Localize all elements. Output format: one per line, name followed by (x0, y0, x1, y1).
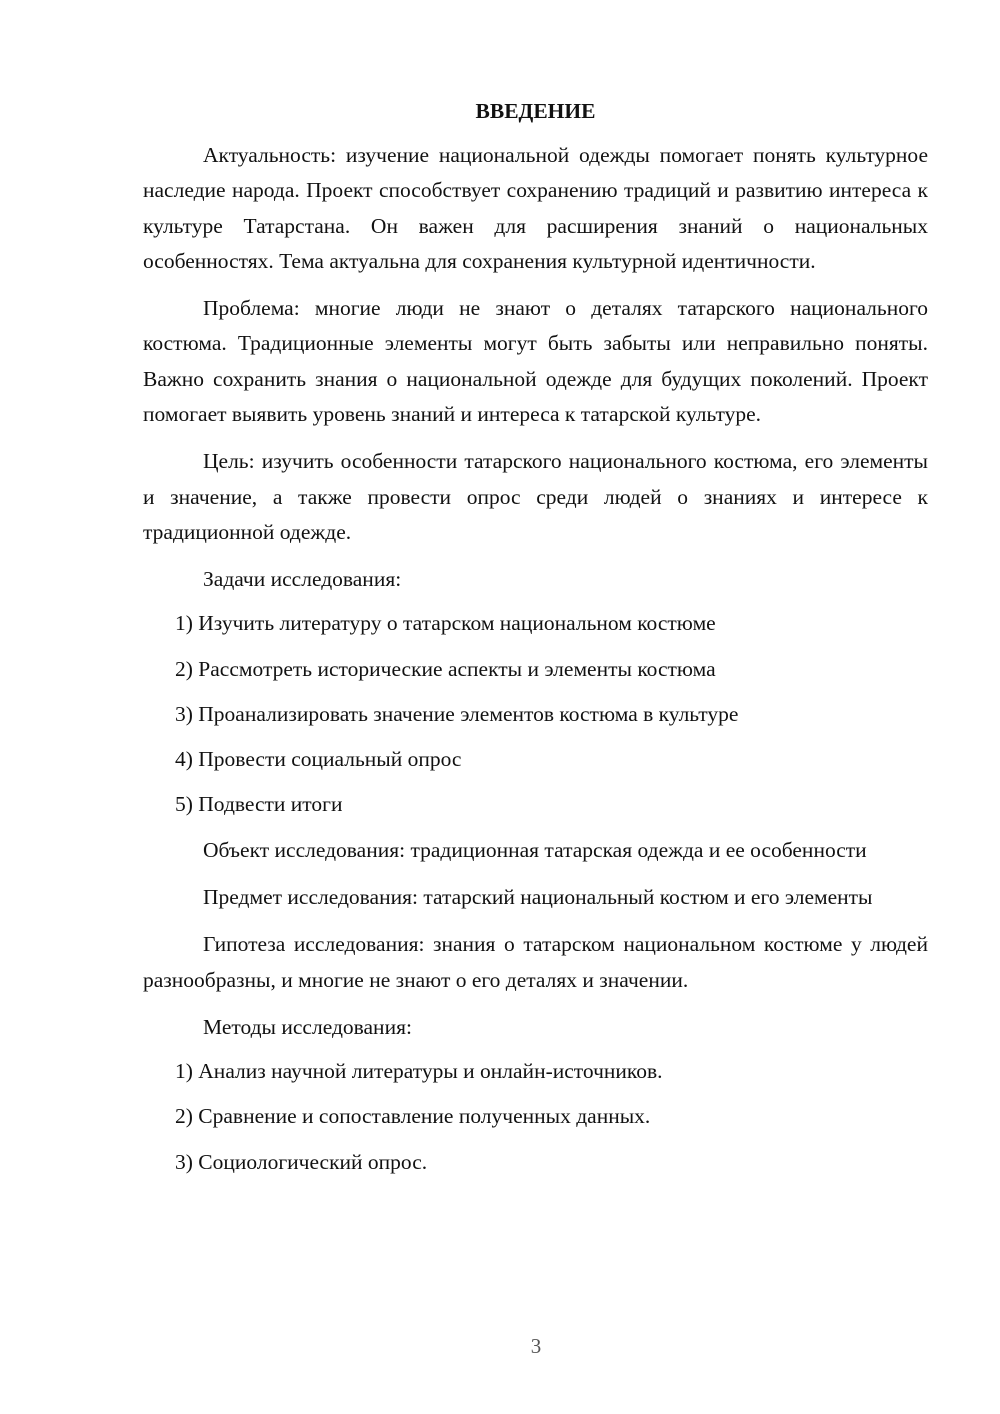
list-item: 1) Изучить литературу о татарском национальном костюме (175, 611, 716, 636)
list-item: 3) Проанализировать значение элементов костюма в культуре (175, 701, 739, 726)
hypothesis-paragraph: Гипотеза исследования: знания о татарском национальном костюме у людей разнообразны, и многие не знают о его деталях и значении. (143, 932, 928, 992)
subject-paragraph: Предмет исследования: татарский национальный костюм и его элементы (203, 885, 873, 910)
list-item: 4) Провести социальный опрос (175, 747, 462, 772)
section-heading: ВВЕДЕНИЕ (475, 99, 596, 123)
list-item: 1) Анализ научной литературы и онлайн-источников. (175, 1058, 663, 1083)
methods-list (143, 1054, 928, 1179)
list-item: 5) Подвести итоги (175, 792, 343, 817)
list-item: 2) Сравнение и сопоставление полученных данных. (175, 1104, 651, 1129)
page-content (143, 94, 928, 1190)
problem-paragraph: Проблема: многие люди не знают о деталях татарского национального костюма. Традиционные элементы могут быть забыты или неправильно поняты. Важно сохранить знания о национальной одежде для будущих поколений. Проект помогает выявить уровень знаний и интереса к татарской культуре. (143, 296, 928, 427)
relevance-paragraph: Актуальность: изучение национальной одежды помогает понять культурное наследие народа. Проект способствует сохранению традиций и развитию интереса к культуре Татарстана. Он важен для расширения знаний о национальных особенностях. Тема актуальна для сохранения культурной идентичности. (143, 143, 928, 273)
goal-paragraph: Цель: изучить особенности татарского национального костюма, его элементы и значение, а также провести опрос среди людей о знаниях и интересе к традиционной одежде. (143, 449, 928, 544)
object-paragraph: Объект исследования: традиционная татарская одежда и ее особенности (203, 837, 867, 862)
list-item: 2) Рассмотреть исторические аспекты и элементы костюма (175, 656, 716, 681)
list-item: 3) Социологический опрос. (175, 1149, 428, 1174)
tasks-list (143, 606, 928, 821)
page-number: 3 (530, 1334, 542, 1358)
methods-label: Методы исследования: (203, 1014, 412, 1039)
tasks-label: Задачи исследования: (203, 567, 402, 592)
